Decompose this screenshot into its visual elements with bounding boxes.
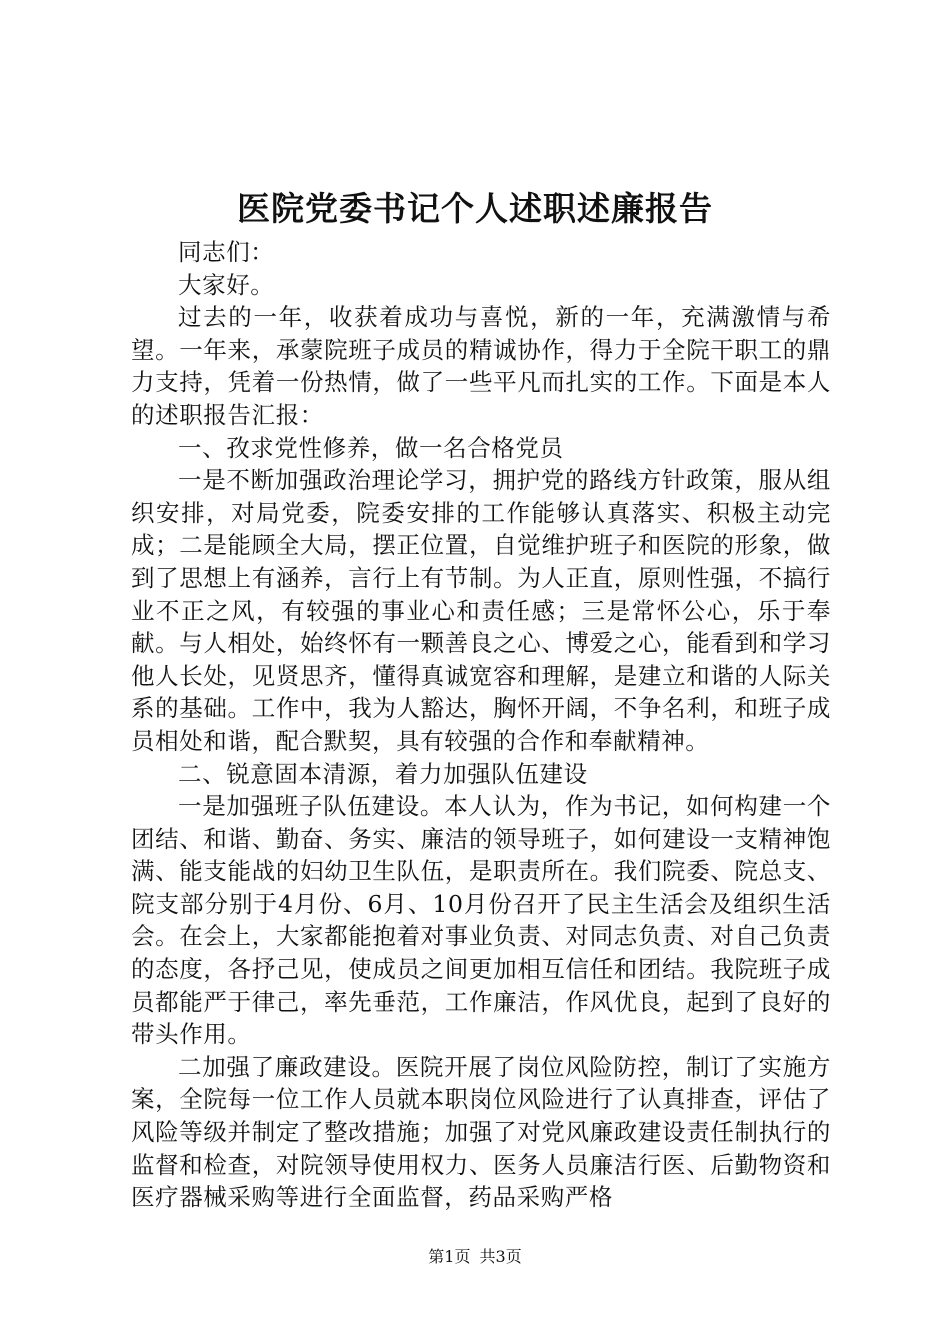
- page-number: 第1页 共3页: [428, 1247, 522, 1266]
- paragraph-salutation: 同志们：: [178, 238, 275, 266]
- paragraph-integrity-building: 二加强了廉政建设。医院开展了岗位风险防控，制订了实施方案，全院每一位工作人员就本职岗位风险进行了认真排查，评估了风险等级并制定了整改措施；加强了对党风廉政建设责任制执行的监督和检查，对院领导使用权力、医务人员廉洁行医、后勤物资和医疗器械采购等进行全面监督，药品采购严格: [131, 1052, 831, 1212]
- document-title: 医院党委书记个人述职述廉报告: [237, 189, 713, 228]
- section-heading-1: 一、孜求党性修养，做一名合格党员: [178, 433, 564, 462]
- section-heading-2: 二、锐意固本清源，着力加强队伍建设: [178, 759, 588, 788]
- paragraph-intro: 过去的一年，收获着成功与喜悦，新的一年，充满激情与希望。一年来，承蒙院班子成员的精诚协作，得力于全院干职工的鼎力支持，凭着一份热情，做了一些平凡而扎实的工作。下面是本人的述职报告汇报：: [131, 303, 831, 429]
- document-body: [131, 236, 831, 1214]
- paragraph-team-building: 一是加强班子队伍建设。本人认为，作为书记，如何构建一个团结、和谐、勤奋、务实、廉洁的领导班子，如何建设一支精神饱满、能支能战的妇幼卫生队伍，是职责所在。我们院委、院总支、院支部分别于4月份、6月、10月份召开了民主生活会及组织生活会。在会上，大家都能抱着对事业负责、对同志负责、对自己负责的态度，各抒己见，使成员之间更加相互信任和团结。我院班子成员都能严于律己，率先垂范，工作廉洁，作风优良，起到了良好的带头作用。: [131, 792, 831, 1049]
- paragraph-section-1: 一是不断加强政治理论学习，拥护党的路线方针政策，服从组织安排，对局党委，院委安排的工作能够认真落实、积极主动完成；二是能顾全大局，摆正位置，自觉维护班子和医院的形象，做到了思想上有涵养，言行上有节制。为人正直，原则性强，不搞行业不正之风，有较强的事业心和责任感；三是常怀公心，乐于奉献。与人相处，始终怀有一颗善良之心、博爱之心，能看到和学习他人长处，见贤思齐，懂得真诚宽容和理解，是建立和谐的人际关系的基础。工作中，我为人豁达，胸怀开阔，不争名利，和班子成员相处和谐，配合默契，具有较强的合作和奉献精神。: [131, 466, 831, 755]
- paragraph-greeting: 大家好。: [178, 270, 275, 299]
